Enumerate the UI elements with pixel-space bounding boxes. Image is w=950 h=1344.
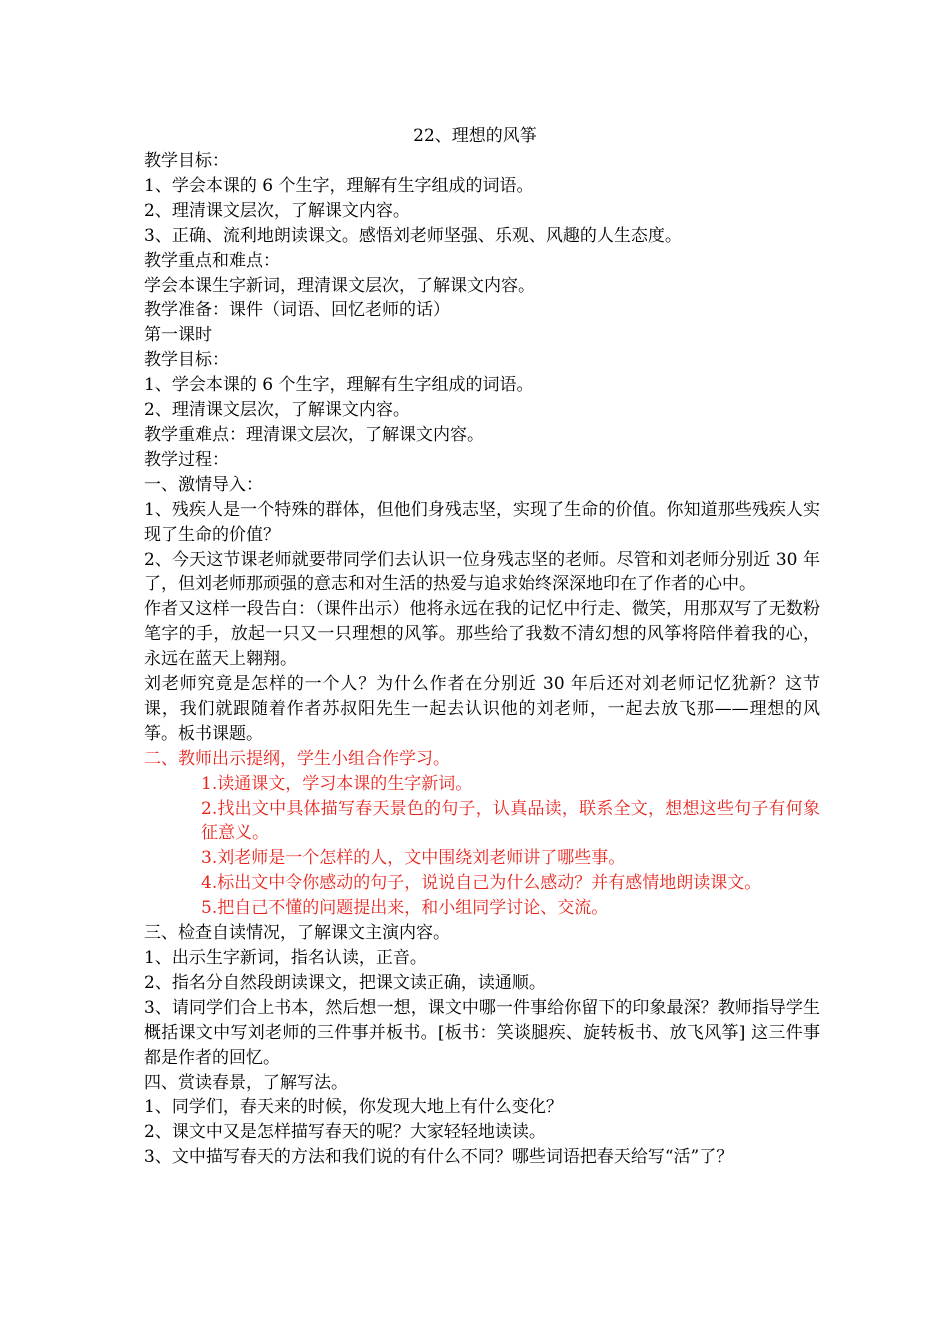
paragraph: 3.刘老师是一个怎样的人，文中围绕刘老师讲了哪些事。: [201, 848, 626, 869]
paragraph: 2.找出文中具体描写春天景色的句子，认真品读，联系全文，想想这些句子有何象征意义。: [201, 798, 820, 844]
paragraph: 1、残疾人是一个特殊的群体，但他们身残志坚，实现了生命的价值。你知道那些残疾人实现了生命的价值？: [144, 499, 820, 545]
document-title: 22、理想的风筝: [413, 126, 537, 146]
paragraph: 教学重难点：理清课文层次，了解课文内容。: [144, 424, 484, 445]
paragraph: 刘老师究竟是怎样的一个人？为什么作者在分别近 30 年后还对刘老师记忆犹新？这节课，我们就跟随着作者苏叔阳先生一起去认识他的刘老师，一起去放飞那——理想的风筝。板书课题。: [144, 674, 820, 744]
paragraph: 3、请同学们合上书本，然后想一想，课文中哪一件事给你留下的印象最深？教师指导学生概括课文中写刘老师的三件事并板书。[板书：笑谈腿疾、旋转板书、放飞风筝] 这三件事都是作者的回忆。: [144, 997, 820, 1068]
paragraph: 2、理清课文层次，了解课文内容。: [144, 200, 410, 221]
paragraph: 4.标出文中令你感动的句子，说说自己为什么感动？并有感情地朗读课文。: [201, 873, 762, 894]
paragraph: 2、课文中又是怎样描写春天的呢？大家轻轻地读读。: [144, 1122, 546, 1143]
paragraph: 三、检查自读情况，了解课文主演内容。: [144, 923, 450, 944]
paragraph: 教学过程：: [144, 449, 229, 470]
paragraph: 3、文中描写春天的方法和我们说的有什么不同？哪些词语把春天给写“活”了？: [144, 1147, 734, 1168]
paragraph: 教学目标：: [144, 350, 229, 371]
paragraph: 第一课时: [144, 325, 212, 346]
paragraph: 2、指名分自然段朗读课文，把课文读正确，读通顺。: [144, 972, 546, 993]
paragraph: 5.把自己不懂的问题提出来，和小组同学讨论、交流。: [201, 898, 609, 919]
paragraph: 学会本课生字新词，理清课文层次，了解课文内容。: [144, 275, 535, 296]
paragraph: 作者又这样一段告白：（课件出示）他将永远在我的记忆中行走、微笑，用那双写了无数粉笔字的手，放起一只又一只理想的风筝。那些给了我数不清幻想的风筝将陪伴着我的心，永远在蓝天上翱翔。: [144, 599, 820, 670]
paragraph: 教学目标：: [144, 151, 229, 171]
paragraph: 1、出示生字新词，指名认读，正音。: [144, 948, 427, 968]
paragraph: 2、理清课文层次，了解课文内容。: [144, 400, 410, 421]
paragraph: 教学准备：课件（词语、回忆老师的话）: [144, 300, 450, 321]
paragraph: 1、学会本课的 6 个生字，理解有生字组成的词语。: [144, 175, 534, 196]
paragraph: 二、教师出示提纲，学生小组合作学习。: [144, 748, 450, 769]
paragraph: 2、今天这节课老师就要带同学们去认识一位身残志坚的老师。尽管和刘老师分别近 30 年了，但刘老师那顽强的意志和对生活的热爱与追求始终深深地印在了作者的心中。: [144, 549, 820, 595]
paragraph: 教学重点和难点：: [144, 250, 280, 271]
paragraph: 3、正确、流利地朗读课文。感悟刘老师坚强、乐观、风趣的人生态度。: [144, 225, 682, 246]
paragraph: 1、同学们，春天来的时候，你发现大地上有什么变化？: [144, 1097, 563, 1118]
paragraph: 1、学会本课的 6 个生字，理解有生字组成的词语。: [144, 375, 534, 396]
paragraph: 一、激情导入：: [144, 474, 263, 495]
paragraph: 四、赏读春景，了解写法。: [144, 1072, 348, 1093]
document-body: [144, 149, 820, 1170]
paragraph: 1.读通课文，学习本课的生字新词。: [201, 773, 473, 794]
